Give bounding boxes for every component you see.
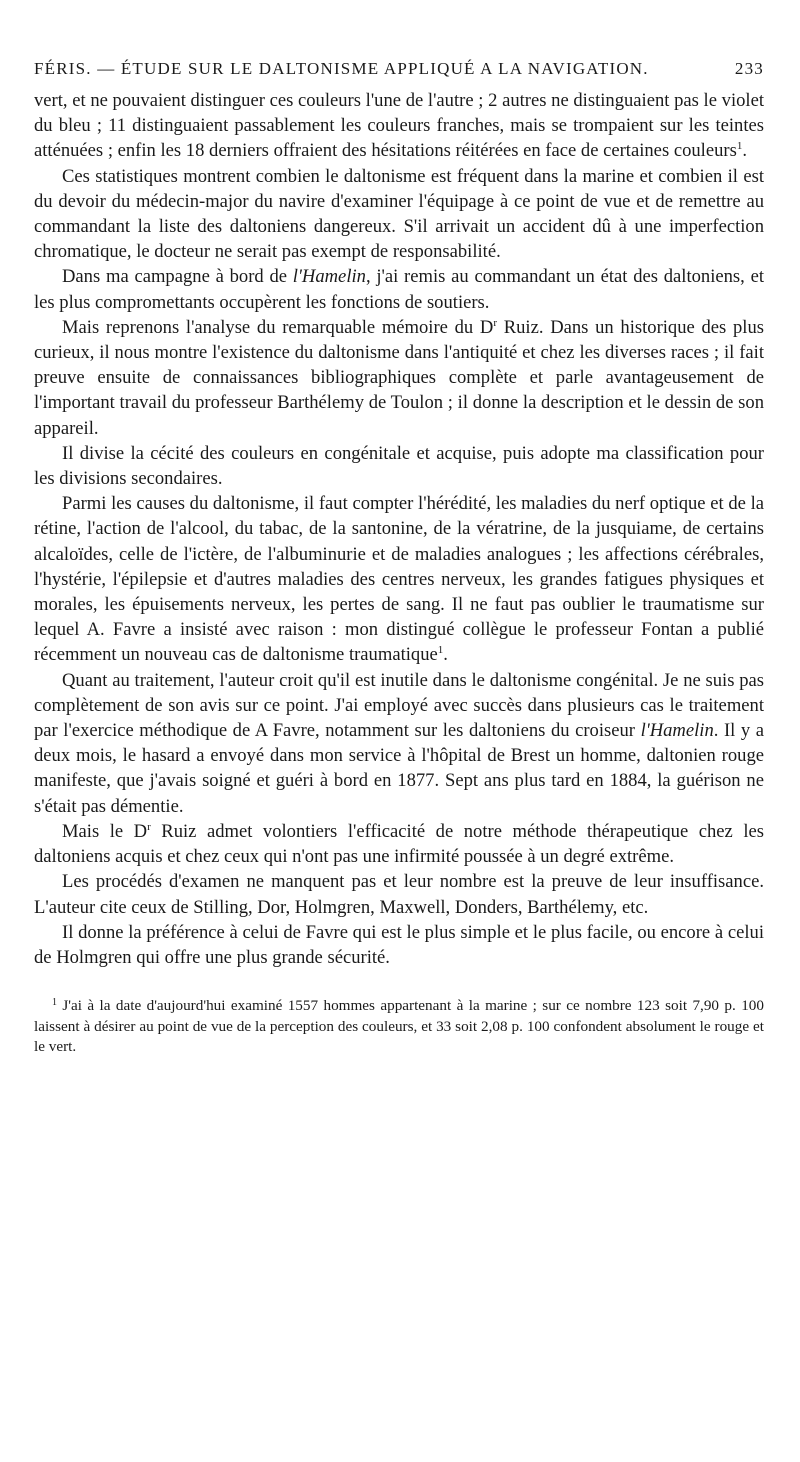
paragraph-7: Quant au traitement, l'auteur croit qu'il est inutile dans le daltonisme congénital. Je ne suis pas complètement de son avis sur ce point. J'ai employé avec succès dans plusieurs cas le traitement par l'exercice méthodique de A Favre, notamment sur les daltoniens du croiseur l'Hamelin. Il y a deux mois, le hasard a envoyé dans mon service à l'hôpital de Brest un homme, daltonien rouge manifeste, que j'avais soigné et guéri à bord en 1877. Sept ans plus tard en 1884, la guérison ne s'était pas démentie. [34, 669, 764, 817]
page-number: 233 [734, 59, 764, 78]
paragraph-3: Dans ma campagne à bord de l'Hamelin, j'ai remis au commandant un état des daltoniens, et les plus compromettants occupèrent les fonctions de soutiers. [34, 266, 765, 313]
body-text [34, 88, 764, 970]
paragraph-2: Ces statistiques montrent combien le daltonisme est fréquent dans la marine et combien il est du devoir du médecin-major du navire d'examiner l'équipage à ce point de vue et de remettre au commandant la liste des daltoniens dangereux. S'il arrivait un accident dû à une imperfection chromatique, le docteur ne serait pas exempt de responsabilité. [34, 165, 764, 263]
footnote [34, 996, 764, 1058]
running-title: FÉRIS. — ÉTUDE SUR LE DALTONISME APPLIQUÉ A LA NAVIGATION. [34, 59, 649, 78]
book-page [34, 58, 764, 1058]
footnote-mark: 1 [52, 997, 57, 1009]
paragraph-9: Les procédés d'examen ne manquent pas et leur nombre est la preuve de leur insuffisance. L'auteur cite ceux de Stilling, Dor, Holmgren, Maxwell, Donders, Barthélemy, etc. [34, 871, 764, 918]
running-head [34, 58, 764, 80]
ship-name: l'Hamelin [292, 266, 366, 288]
paragraph-10: Il donne la préférence à celui de Favre qui est le plus simple et le plus facile, ou encore à celui de Holmgren qui offre une plus grande sécurité. [34, 921, 764, 968]
footnote-ref: 1 [437, 644, 444, 657]
paragraph-1: vert, et ne pouvaient distinguer ces couleurs l'une de l'autre ; 2 autres ne distinguaient pas le violet du bleu ; 11 distinguaient passablement les couleurs franches, mais se trompaient sur les teintes atténuées ; enfin les 18 derniers offraient des hésitations réitérées en face de certaines couleurs$^1$. [34, 90, 764, 162]
footnote-text: J'ai à la date d'aujourd'hui examiné 1557 hommes appartenant à la marine ; sur ce nombre 123 soit 7,90 p. 100 laissent à désirer au point de vue de la perception des couleurs, et 33 soit 2,08 p. 100 confondent absolument le rouge et le vert. [34, 997, 764, 1056]
paragraph-6: Parmi les causes du daltonisme, il faut compter l'hérédité, les maladies du nerf optique et de la rétine, l'action de l'alcool, du tabac, de la santonine, de la vératrine, de la jusquiame, de certains alcaloïdes, celle de l'ictère, de l'albuminurie et de maladies analogues ; les affections cérébrales, l'hystérie, l'épilepsie et d'autres maladies des centres nerveux, les grandes fatigues physiques et morales, les épuisements nerveux, les pertes de sang. Il ne faut pas oublier le traumatisme sur lequel A. Favre a insisté avec raison : mon distingué collègue le professeur Fontan a publié récemment un nouveau cas de daltonisme traumatique$^1$. [34, 493, 764, 666]
ship-name: l'Hamelin [640, 720, 714, 742]
paragraph-8: Mais le $D^r$ Ruiz admet volontiers l'efficacité de notre méthode thérapeutique chez les daltoniens acquis et chez ceux qui n'ont pas une infirmité poussée à un degré extrême. [34, 820, 764, 868]
paragraph-4: Mais reprenons l'analyse du remarquable mémoire du $D^r$ Ruiz. Dans un historique des plus curieux, il nous montre l'existence du daltonisme dans l'antiquité et chez les diverses races ; il fait preuve ensuite de connaissances bibliographiques complète et parle avantageusement de l'important travail du professeur Barthélemy de Toulon ; il donne la description et le dessin de son appareil. [34, 316, 764, 439]
footnote-ref: 1 [736, 140, 743, 153]
paragraph-5: Il divise la cécité des couleurs en congénitale et acquise, puis adopte ma classification pour les divisions secondaires. [34, 442, 764, 490]
